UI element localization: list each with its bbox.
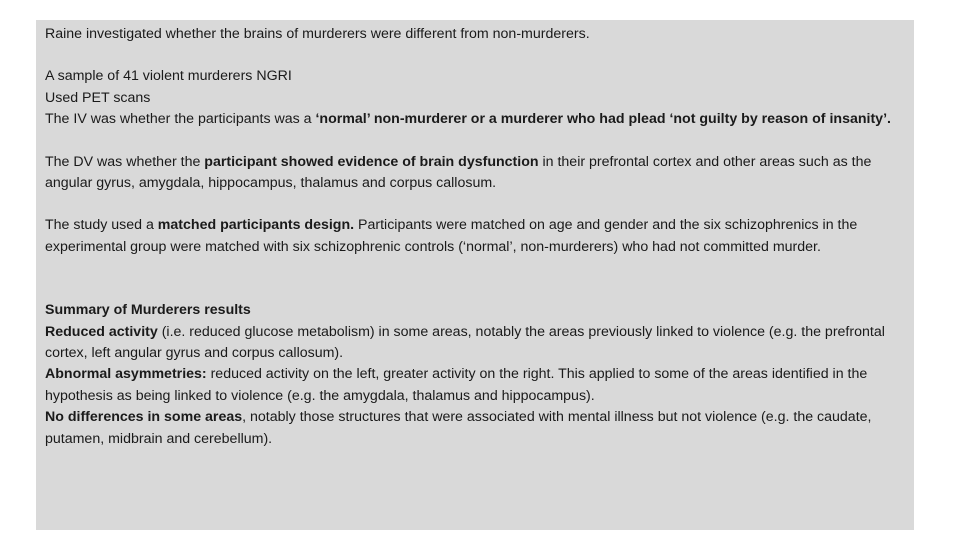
- results-heading: [45, 300, 907, 321]
- asymmetries-paragraph: [45, 364, 907, 407]
- reduced-activity-text: (i.e. reduced glucose metabolism) in some areas, notably the areas previously linked to violence (e.g. the prefrontal cortex, left angular gyrus and corpus callosum).: [45, 323, 885, 362]
- pet-line: Used PET scans: [45, 89, 151, 106]
- asymmetries-bold: Abnormal asymmetries:: [45, 366, 207, 383]
- asymmetries-text: reduced activity on the left, greater activity on the right. This applied to some of the areas identified in the hypothesis as being linked to violence (e.g. the amygdala, thalamus and hippocampus).: [45, 366, 868, 404]
- design-paragraph: [45, 215, 907, 258]
- reduced-activity-paragraph: [45, 322, 907, 365]
- reduced-activity-bold: Reduced activity: [45, 323, 158, 340]
- iv-bold-text: ‘normal’ non-murderer or a murderer who had plead ‘not guilty by reason of insanity’.: [315, 111, 891, 128]
- dv-post-text: in their prefrontal cortex and other areas such as the angular gyrus, amygdala, hippocampus, thalamus and corpus callosum.: [45, 153, 872, 192]
- iv-paragraph: [45, 109, 907, 130]
- no-differences-text: , notably those structures that were associated with mental illness but not violence (e.g. the caudate, putamen, midbrain and cerebellum).: [45, 409, 872, 447]
- dv-paragraph: [45, 152, 907, 195]
- results-heading-text: Summary of Murderers results: [45, 302, 251, 319]
- sample-line: A sample of 41 violent murderers NGRI: [45, 68, 292, 85]
- no-differences-paragraph: [45, 407, 907, 450]
- text-panel: [36, 20, 914, 530]
- no-differences-bold: No differences in some areas: [45, 409, 243, 426]
- iv-text: The IV was whether the participants was a: [45, 111, 316, 128]
- dv-pre-text: The DV was whether the: [45, 153, 205, 170]
- design-pre-text: The study used a: [45, 217, 158, 234]
- design-bold-text: matched participants design.: [157, 217, 355, 234]
- intro-text: Raine investigated whether the brains of murderers were different from non-murderers.: [45, 26, 590, 42]
- dv-bold-text: participant showed evidence of brain dysfunction: [204, 153, 539, 170]
- design-post-text: Participants were matched on age and gender and the six schizophrenics in the experimental group were matched with six schizophrenic controls (‘normal’, non-murderers) who had not committed murder.: [45, 217, 858, 255]
